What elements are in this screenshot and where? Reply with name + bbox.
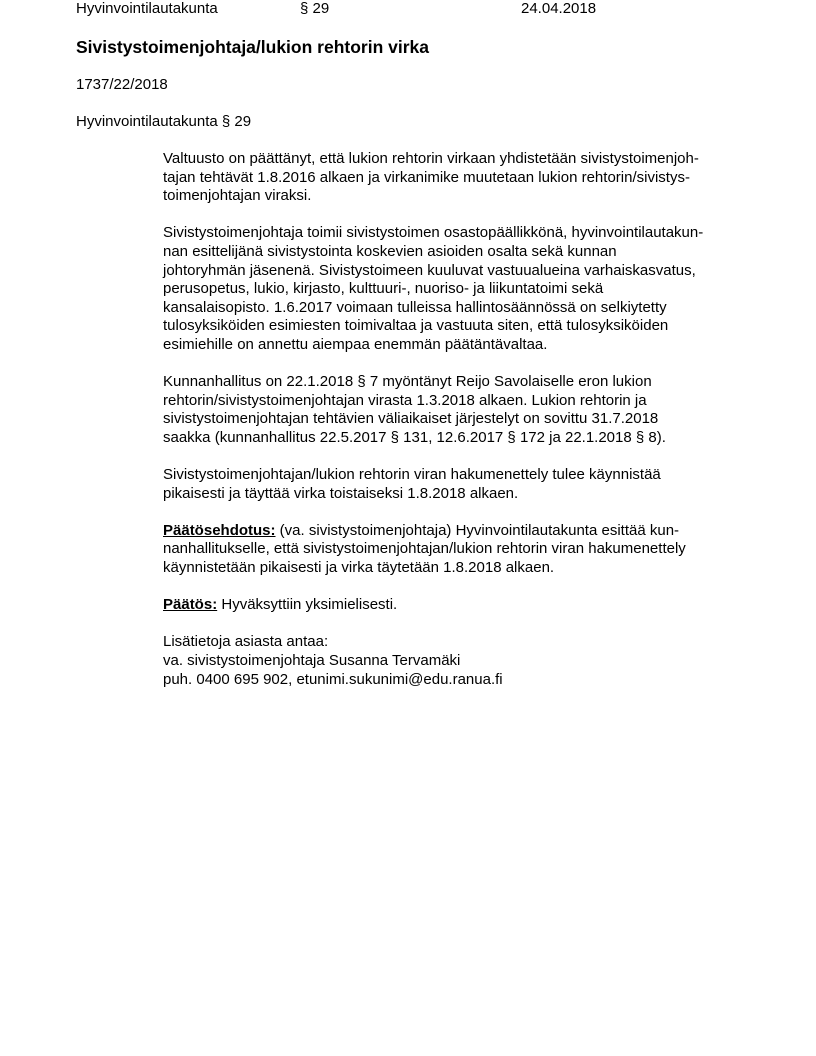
header-section: § 29 (300, 0, 330, 17)
decision-label: Päätös: (163, 596, 218, 614)
text-line: pikaisesti ja täyttää virka toistaiseksi 1.8.2018 alkaen. (163, 484, 519, 502)
text-line: tulosyksiköiden esimiesten toimivaltaa ja vastuuta siten, että tulosyksiköiden (163, 317, 669, 335)
paragraph-3 (163, 373, 763, 447)
text-line: Kunnanhallitus on 22.1.2018 § 7 myöntänyt Reijo Savolaiselle eron lukion (163, 373, 652, 391)
decision-text: Hyväksyttiin yksimielisesti. (217, 596, 398, 614)
contact-paragraph (163, 633, 763, 689)
decision-paragraph (163, 596, 763, 615)
paragraph-1 (163, 150, 763, 206)
text-line: perusopetus, lukio, kirjasto, kulttuuri-, nuoriso- ja liikuntatoimi sekä (163, 280, 604, 298)
proposal-paragraph (163, 522, 763, 578)
contact-intro: Lisätietoja asiasta antaa: (163, 633, 329, 651)
text-line: sivistystoimenjohtajan tehtävien väliaikaiset järjestelyt on sovittu 31.7.2018 (163, 410, 659, 428)
header-board: Hyvinvointilautakunta (76, 0, 218, 17)
paragraph-2 (163, 224, 763, 354)
text-line: toimenjohtajan viraksi. (163, 187, 312, 205)
text-line: Sivistystoimenjohtaja toimii sivistystoimen osastopäällikkönä, hyvinvointilautakun- (163, 224, 704, 242)
text-line: esimiehille on annettu aiempaa enemmän päätäntävaltaa. (163, 335, 548, 353)
text-line: käynnistetään pikaisesti ja virka täytetään 1.8.2018 alkaen. (163, 559, 555, 577)
contact-name: va. sivistystoimenjohtaja Susanna Tervamäki (163, 652, 461, 670)
text-line: saakka (kunnanhallitus 22.5.2017 § 131, 12.6.2017 § 172 ja 22.1.2018 § 8). (163, 428, 666, 446)
document-body (163, 150, 763, 708)
text-line: Sivistystoimenjohtajan/lukion rehtorin viran hakumenettely tulee käynnistää (163, 466, 661, 484)
proposal-text: (va. sivistystoimenjohtaja) Hyvinvointilautakunta esittää kun- (275, 521, 680, 539)
text-line: nan esittelijänä sivistystointa koskevien asioiden osalta sekä kunnan (163, 242, 617, 260)
text-line: nanhallitukselle, että sivistystoimenjohtajan/lukion rehtorin viran hakumenettely (163, 540, 686, 558)
text-line: Valtuusto on päättänyt, että lukion rehtorin virkaan yhdistetään sivistystoimenjoh- (163, 150, 699, 167)
header-date: 24.04.2018 (521, 0, 597, 17)
contact-details: puh. 0400 695 902, etunimi.sukunimi@edu.ranua.fi (163, 670, 503, 688)
text-line: rehtorin/sivistystoimenjohtajan virasta 1.3.2018 alkaen. Lukion rehtorin ja (163, 391, 647, 409)
text-line: tajan tehtävät 1.8.2016 alkaen ja virkanimike muutetaan lukion rehtorin/sivistys- (163, 168, 690, 186)
paragraph-4 (163, 466, 763, 503)
board-section: Hyvinvointilautakunta § 29 (76, 113, 252, 130)
text-line: kansalaisopisto. 1.6.2017 voimaan tulleissa hallintosäännössä on selkiytetty (163, 298, 667, 316)
record-id: 1737/22/2018 (76, 76, 168, 93)
proposal-label: Päätösehdotus: (163, 521, 276, 539)
text-line: johtoryhmän jäsenenä. Sivistystoimeen kuuluvat vastuualueina varhaiskasvatus, (163, 261, 696, 279)
document-title: Sivistystoimenjohtaja/lukion rehtorin virka (76, 37, 430, 57)
